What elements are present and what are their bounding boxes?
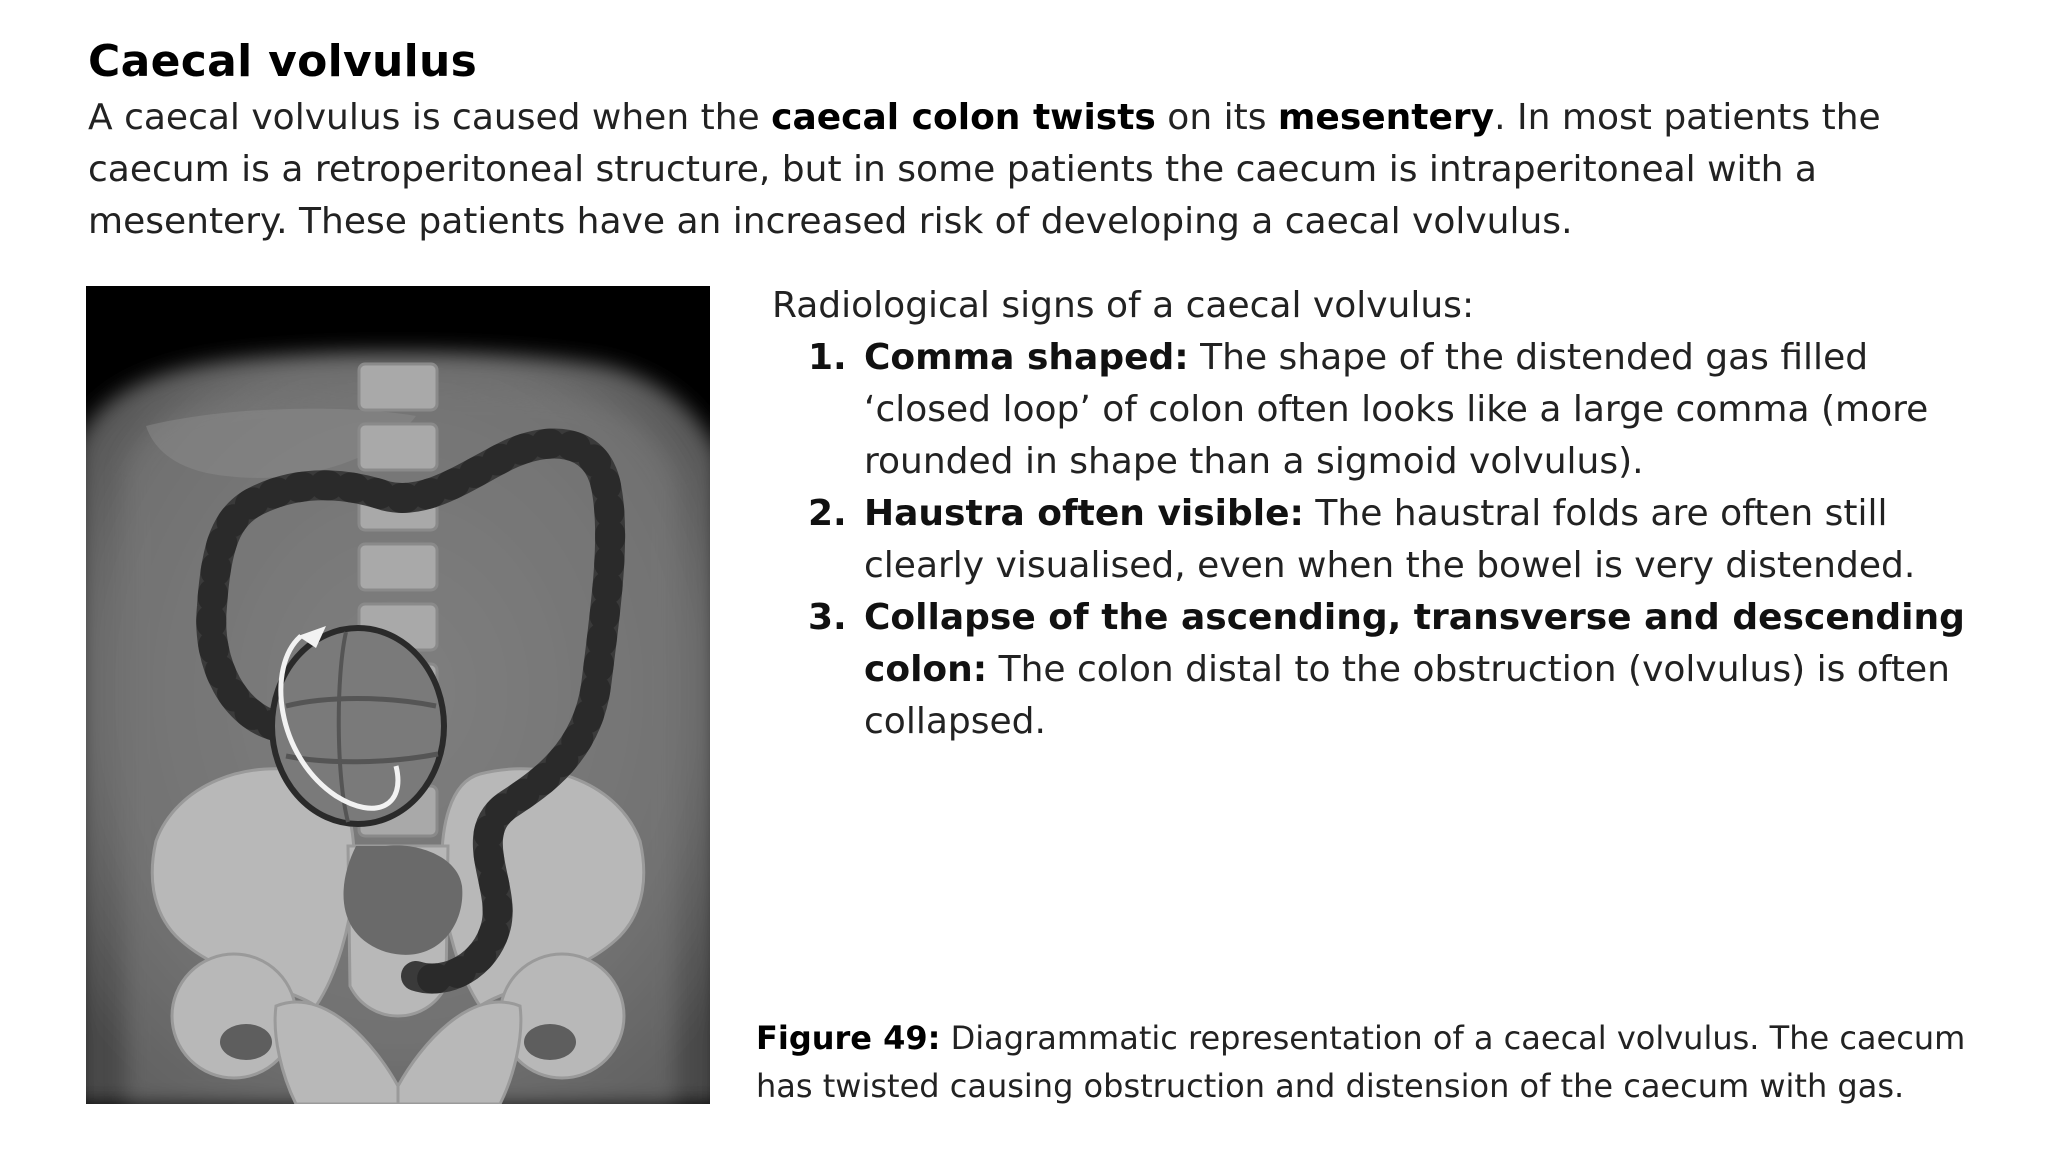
sign-text: The haustral folds are often still clearly visualised, even when the bowel is very distended.	[864, 493, 1916, 586]
distended-caecum	[272, 628, 444, 824]
abdominal-xray-illustration	[86, 286, 710, 1104]
radiological-signs	[772, 280, 1972, 748]
figure-label: Figure 49:	[756, 1019, 941, 1057]
list-item	[772, 488, 1972, 592]
list-number: 3.	[808, 597, 847, 638]
intro-emphasis: caecal colon twists	[771, 97, 1156, 138]
figure-caption-text: Diagrammatic representation of a caecal volvulus. The caecum has twisted causing obstruction and distension of the caecum with gas.	[756, 1019, 1966, 1105]
list-item	[772, 332, 1972, 488]
page-title: Caecal volvulus	[88, 36, 478, 87]
intro-paragraph	[88, 92, 2008, 248]
intro-emphasis: mesentery	[1277, 97, 1495, 138]
intro-text: . In most patients the caecum is a retroperitoneal structure, but in some patients the caecum is intraperitoneal with a mesentery. These patients have an increased risk of developing a caecal volvulus.	[88, 97, 1881, 242]
sign-text: The colon distal to the obstruction (volvulus) is often collapsed.	[864, 649, 1950, 742]
caecal-volvulus-diagram	[86, 286, 710, 1104]
sign-term: Haustra often visible:	[864, 493, 1304, 534]
intro-text: on its	[1155, 97, 1278, 138]
signs-heading: Radiological signs of a caecal volvulus:	[772, 285, 1475, 326]
list-number: 2.	[808, 493, 847, 534]
sign-text: The shape of the distended gas filled ‘closed loop’ of colon often looks like a large comma (more rounded in shape than a sigmoid volvulus).	[864, 337, 1929, 482]
sign-term: Collapse of the ascending, transverse and descending colon:	[864, 597, 1965, 690]
list-number: 1.	[808, 337, 847, 378]
signs-list	[772, 332, 1972, 748]
list-item	[772, 592, 1972, 748]
figure-caption	[756, 1014, 2006, 1110]
sign-term: Comma shaped:	[864, 337, 1189, 378]
intro-text: A caecal volvulus is caused when the	[88, 97, 772, 138]
